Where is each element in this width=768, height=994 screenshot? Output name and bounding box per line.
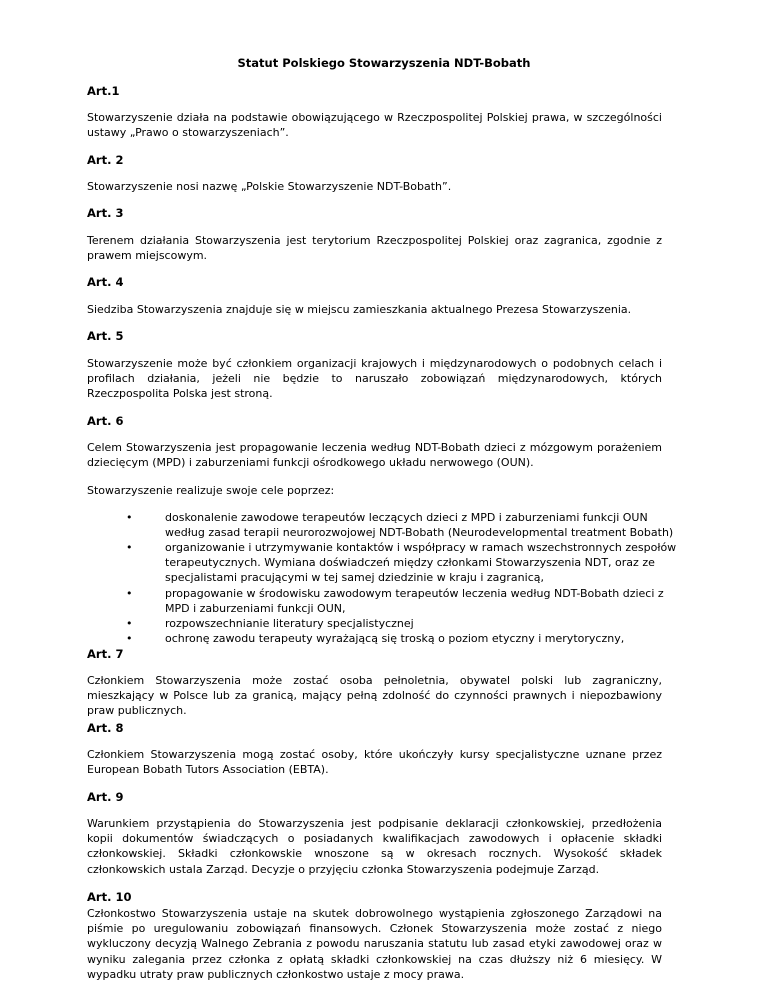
list-item (87, 616, 677, 631)
article-8-heading: Art. 8 (87, 720, 124, 735)
list-item (87, 631, 677, 646)
article-3-heading: Art. 3 (87, 206, 124, 221)
article-6-text: Celem Stowarzyszenia jest propagowanie leczenia według NDT-Bobath dzieci z mózgowym porażeniem dziecięcym (MPD) i zaburzeniami funkcji ośrodkowego układu nerwowego (OUN). (87, 440, 662, 470)
bullet-icon: • (126, 616, 133, 630)
bullet-icon: • (126, 632, 133, 646)
list-item (87, 586, 677, 616)
article-2-heading: Art. 2 (87, 152, 124, 167)
article-5-heading: Art. 5 (87, 329, 124, 344)
article-6-intro: Stowarzyszenie realizuje swoje cele poprzez: (87, 483, 335, 497)
article-7-text: Członkiem Stowarzyszenia może zostać osoba pełnoletnia, obywatel polski lub zagraniczny, mieszkający w Polsce lub za granicą, mający pełną zdolność do czynności prawnych i niepozbawiony praw publicznych. (87, 673, 662, 718)
bullet-icon: • (126, 540, 133, 554)
bullet-icon: • (126, 586, 133, 600)
document-title: Statut Polskiego Stowarzyszenia NDT-Bobath (237, 56, 531, 70)
article-9-heading: Art. 9 (87, 789, 124, 804)
list-item (87, 540, 677, 586)
article-3-text: Terenem działania Stowarzyszenia jest terytorium Rzeczpospolitej Polskiej oraz zagranica, zgodnie z prawem miejscowym. (87, 233, 662, 262)
list-item-text: doskonalenie zawodowe terapeutów leczących dzieci z MPD i zaburzeniami funkcji OUN według zasad terapii neurorozwojowej NDT-Bobath (Neurodevelopmental treatment Bobath) (165, 510, 674, 539)
article-8-text: Członkiem Stowarzyszenia mogą zostać osoby, które ukończyły kursy specjalistyczne uznane przez European Bobath Tutors Association (EBTA). (87, 748, 662, 777)
article-4-heading: Art. 4 (87, 275, 124, 290)
list-item-text: rozpowszechnianie literatury specjalistycznej (165, 616, 414, 630)
article-10-text: Członkostwo Stowarzyszenia ustaje na skutek dobrowolnego wystąpienia zgłoszonego Zarządowi na piśmie po uregulowaniu zobowiązań finansowych. Członek Stowarzyszenia może zostać z niego wykluczony decyzją Walnego Zebrania z powodu naruszania statutu lub zasad etyki zawodowej oraz w wyniku zalegania przez członka z opłatą składki członkowskiej na czas dłuższy niż 6 miesięcy. W wypadku utraty praw publicznych członkostwo ustaje z mocy prawa. (87, 907, 662, 981)
article-4-text: Siedziba Stowarzyszenia znajduje się w miejscu zamieszkania aktualnego Prezesa Stowarzyszenia. (87, 302, 632, 316)
article-6-heading: Art. 6 (87, 413, 124, 428)
list-item-text: propagowanie w środowisku zawodowym terapeutów leczenia według NDT-Bobath dzieci z MPD i zaburzeniami funkcji OUN, (165, 586, 664, 615)
article-5-text: Stowarzyszenie może być członkiem organizacji krajowych i międzynarodowych o podobnych celach i profilach działania, jeżeli nie będzie to naruszało zobowiązań międzynarodowych, których Rzeczpospolita Polska jest stroną. (87, 356, 662, 401)
list-item (87, 510, 677, 540)
article-1-text: Stowarzyszenie działa na podstawie obowiązującego w Rzeczpospolitej Polskiej prawa, w szczególności ustawy „Prawo o stowarzyszeniach”. (87, 110, 662, 140)
article-10-heading: Art. 10 (87, 890, 132, 905)
list-item-text: ochronę zawodu terapeuty wyrażającą się troską o poziom etyczny i merytoryczny, (165, 632, 625, 646)
article-6-goals-list (87, 510, 677, 647)
bullet-icon: • (126, 510, 133, 524)
article-2-text: Stowarzyszenie nosi nazwę „Polskie Stowarzyszenie NDT-Bobath”. (87, 179, 452, 193)
article-7-heading: Art. 7 (87, 646, 124, 661)
article-9-text: Warunkiem przystąpienia do Stowarzyszenia jest podpisanie deklaracji członkowskiej, przedłożenia kopii dokumentów świadczących o posiadanych kwalifikacjach zawodowych i opłacenie składki członkowskiej. Składki członkowskie wnoszone są w okresach rocznych. Wysokość składek członkowskich ustala Zarząd. Decyzje o przyjęciu członka Stowarzyszenia podejmuje Zarząd. (87, 817, 662, 876)
list-item-text: organizowanie i utrzymywanie kontaktów i współpracy w ramach wszechstronnych zespołów terapeutycznych. Wymiana doświadczeń między członkami Stowarzyszenia NDT, oraz ze specjalistami pracującymi w tej samej dziedzinie w kraju i zagranicą, (165, 540, 677, 585)
article-1-heading: Art.1 (87, 83, 120, 98)
